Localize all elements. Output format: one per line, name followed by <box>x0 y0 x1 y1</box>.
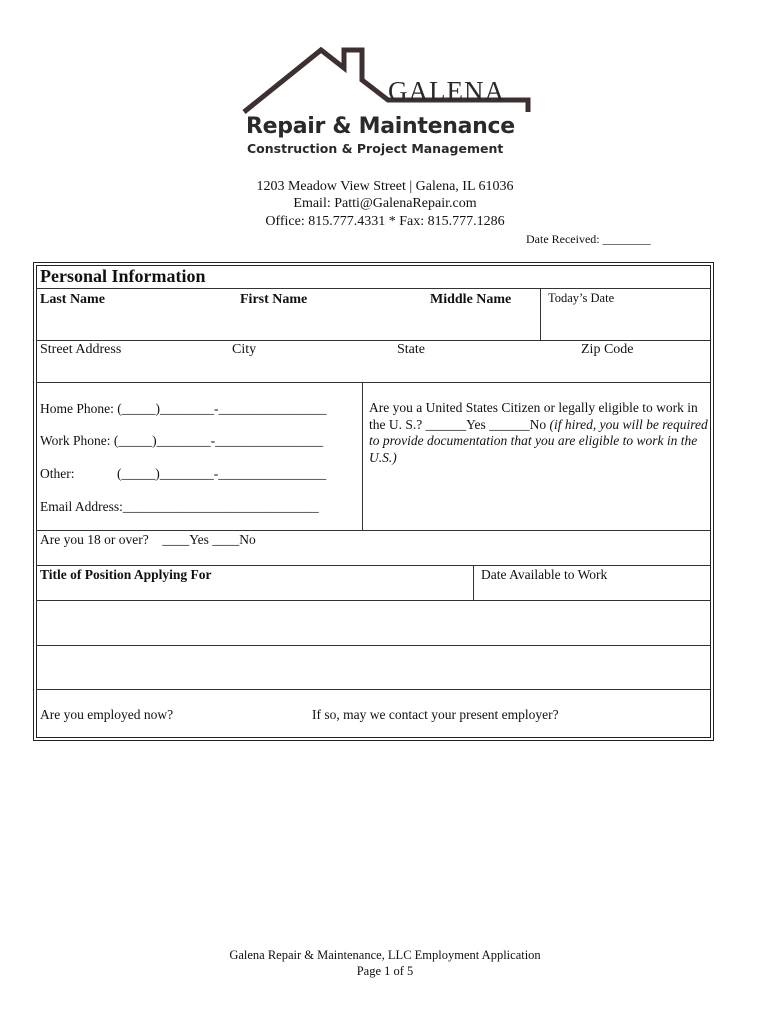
divider <box>36 689 711 690</box>
other-phone-label: Other: <box>40 466 75 481</box>
position-title-field[interactable]: Title of Position Applying For <box>40 567 212 582</box>
blank-entry-row[interactable] <box>37 601 710 644</box>
divider <box>36 565 711 566</box>
todays-date-field[interactable]: Today’s Date <box>548 291 615 305</box>
divider <box>36 288 711 289</box>
date-received-field[interactable]: Date Received: ________ <box>526 232 651 246</box>
age-question[interactable]: Are you 18 or over? ____Yes ____No <box>40 532 256 547</box>
contact-employer-question[interactable]: If so, may we contact your present employer? <box>312 707 559 722</box>
logo-subtitle: Construction & Project Management <box>247 141 504 156</box>
divider <box>36 340 711 341</box>
state-field[interactable]: State <box>397 342 425 357</box>
logo-tagline: Repair & Maintenance <box>246 114 515 139</box>
zip-code-field[interactable]: Zip Code <box>581 342 634 357</box>
date-available-field[interactable]: Date Available to Work <box>481 567 608 582</box>
page-number: Page 1 of 5 <box>356 964 414 978</box>
city-field[interactable]: City <box>232 342 257 357</box>
divider <box>362 382 363 530</box>
citizenship-question-text: Are you a United States Citizen or legally eligible to work in the U. S.? ______Yes ______No <box>369 400 698 432</box>
footer-title: Galena Repair & Maintenance, LLC Employment Application <box>229 948 541 962</box>
company-address: 1203 Meadow View Street | Galena, IL 61036 <box>256 179 514 194</box>
divider <box>36 382 711 383</box>
first-name-field[interactable]: First Name <box>240 292 308 307</box>
citizenship-note: (if hired, you will be required to provide documentation that you are eligible to work in the U.S.) <box>369 416 708 465</box>
employed-now-question[interactable]: Are you employed now? <box>40 707 174 722</box>
divider <box>473 565 474 600</box>
work-phone-field[interactable]: Work Phone: (_____)________-________________ <box>40 433 324 448</box>
other-phone-field[interactable]: (_____)________-________________ <box>117 466 327 481</box>
divider <box>36 530 711 531</box>
last-name-field[interactable]: Last Name <box>40 292 105 307</box>
company-email: Email: Patti@GalenaRepair.com <box>293 196 477 211</box>
home-phone-field[interactable]: Home Phone: (_____)________-________________ <box>40 401 327 416</box>
blank-entry-row[interactable] <box>37 646 710 688</box>
company-phones: Office: 815.777.4331 * Fax: 815.777.1286 <box>265 214 505 229</box>
street-address-field[interactable]: Street Address <box>40 342 122 357</box>
middle-name-field[interactable]: Middle Name <box>430 292 512 307</box>
divider <box>540 288 541 340</box>
section-title: Personal Information <box>40 266 206 286</box>
citizenship-question[interactable] <box>369 400 709 466</box>
email-address-field[interactable]: Email Address:_____________________________ <box>40 499 319 514</box>
logo-company-name: GALENA <box>388 76 505 106</box>
